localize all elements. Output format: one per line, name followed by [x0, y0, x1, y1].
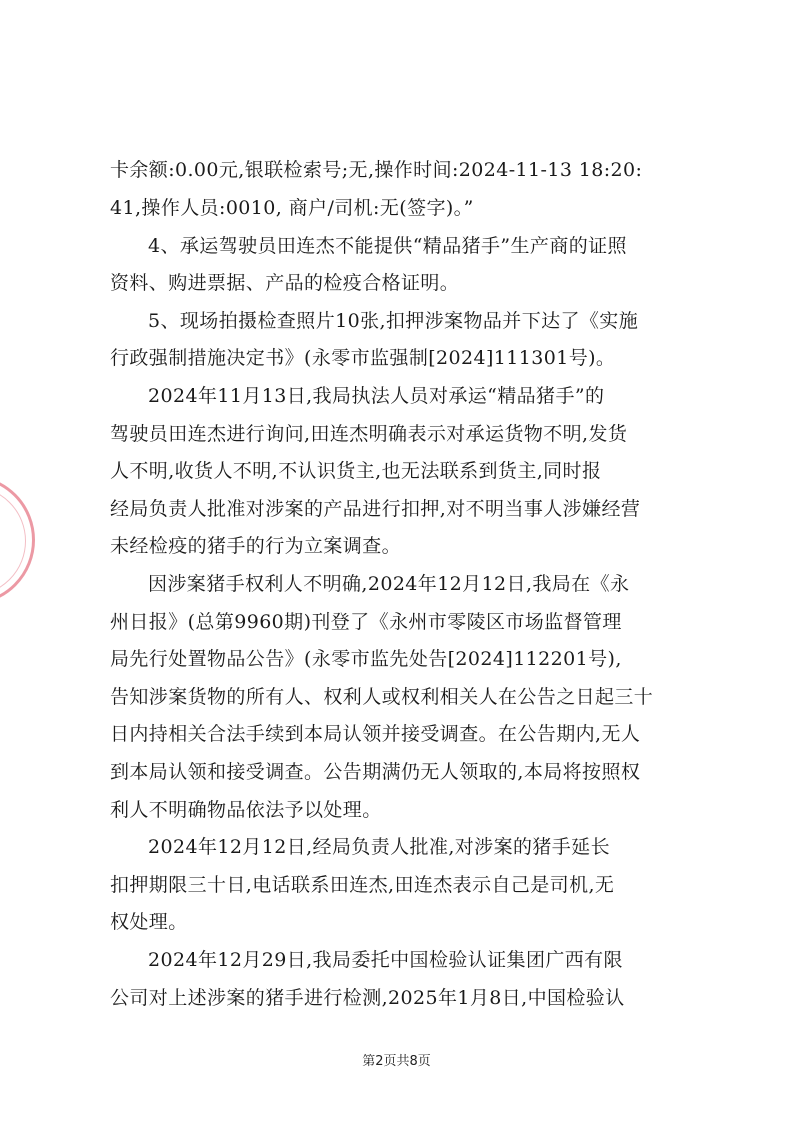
paragraph-line: 41,操作人员:0010, 商户/司机:无(签字)。” — [110, 197, 474, 219]
paragraph-line: 日内持相关合法手续到本局认领并接受调查。在公告期内,无人 — [110, 723, 641, 745]
paragraph-line: 人不明,收货人不明,不认识货主,也无法联系到货主,同时报 — [110, 460, 602, 482]
paragraph-line: 资料、购进票据、产品的检疫合格证明。 — [110, 272, 460, 294]
page-number-footer: 第2页共8页 — [362, 1054, 431, 1069]
official-seal-inner-ring — [0, 486, 26, 596]
paragraph-line: 5、现场拍摄检查照片10张,扣押涉案物品并下达了《实施 — [148, 310, 639, 332]
paragraph-line: 经局负责人批准对涉案的产品进行扣押,对不明当事人涉嫌经营 — [110, 498, 641, 520]
official-seal-stamp — [0, 475, 35, 605]
paragraph-line: 扣押期限三十日,电话联系田连杰,田连杰表示自己是司机,无 — [110, 874, 615, 896]
paragraph-line: 告知涉案货物的所有人、权利人或权利相关人在公告之日起三十 — [110, 686, 654, 708]
paragraph-line: 2024年11月13日,我局执法人员对承运“精品猪手”的 — [148, 385, 605, 407]
paragraph-line: 公司对上述涉案的猪手进行检测,2025年1月8日,中国检验认 — [110, 987, 625, 1009]
paragraph-line: 未经检疫的猪手的行为立案调查。 — [110, 535, 402, 557]
paragraph-line: 州日报》(总第9960期)刊登了《永州市零陵区市场监督管理 — [110, 611, 622, 633]
paragraph-line: 2024年12月12日,经局负责人批准,对涉案的猪手延长 — [148, 836, 610, 858]
paragraph-line: 到本局认领和接受调查。公告期满仍无人领取的,本局将按照权 — [110, 761, 641, 783]
paragraph-line: 局先行处置物品公告》(永零市监先处告[2024]112201号), — [110, 648, 622, 670]
paragraph-line: 2024年12月29日,我局委托中国检验认证集团广西有限 — [148, 949, 623, 971]
paragraph-line: 驾驶员田连杰进行询问,田连杰明确表示对承运货物不明,发货 — [110, 423, 628, 445]
paragraph-line: 卡余额:0.00元,银联检索号;无,操作时间:2024-11-13 18:20: — [110, 159, 643, 181]
paragraph-line: 权处理。 — [110, 911, 188, 933]
paragraph-line: 行政强制措施决定书》(永零市监强制[2024]111301号)。 — [110, 347, 616, 369]
paragraph-line: 4、承运驾驶员田连杰不能提供“精品猪手”生产商的证照 — [148, 235, 627, 257]
paragraph-line: 因涉案猪手权利人不明确,2024年12月12日,我局在《永 — [148, 573, 630, 595]
paragraph-line: 利人不明确物品依法予以处理。 — [110, 799, 382, 821]
